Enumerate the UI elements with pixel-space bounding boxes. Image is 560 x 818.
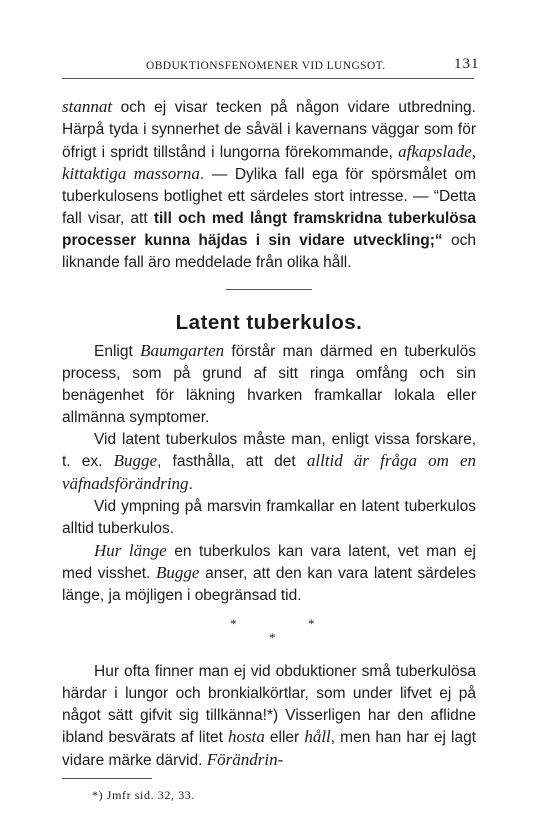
text-run: Enligt xyxy=(94,343,141,361)
text-run: och liknande fall äro meddelade från olika håll. xyxy=(62,231,476,271)
text-run: och ej visar tecken på någon vidare utbredning. Härpå tyda i synnerhet de såväl i kavernans väggar som för öfrigt i spridt tillstånd i lungorna förekommande, xyxy=(62,99,476,161)
paragraph-duration xyxy=(62,540,476,607)
asterism-star: * xyxy=(230,615,237,631)
text-run: . — Dylika fall ega för spörsmålet om tuberkulosens botlighet ett särdeles stort intresse. — “Detta fall visar, att xyxy=(62,166,476,227)
italic-text: Förändrin- xyxy=(206,750,284,770)
page-body xyxy=(62,96,476,807)
italic-text: Hur länge xyxy=(94,540,167,560)
italic-text: håll xyxy=(304,727,331,747)
author-name: Bugge xyxy=(113,451,158,471)
paragraph-inoculation: Vid ympning på marsvin framkallar en latent tuberkulos alltid tuberkulos. xyxy=(62,497,476,537)
bold-quote: till och med långt framskridna tuberkulösa processer kunna häjdas i sin vidare utveckling;“ xyxy=(62,209,476,249)
asterism xyxy=(62,607,476,645)
header-rule xyxy=(62,78,474,79)
paragraph-bugge xyxy=(62,429,476,496)
text-run: eller xyxy=(264,729,305,747)
text-run: förstår man därmed en tuberkulös process, som på grund af sitt ringa omfång och sin benägenhet för läkning hvarken framkallar lokala eller allmänna symptomer. xyxy=(62,343,476,426)
running-title: OBDUKTIONSFENOMENER VID LUNGSOT. xyxy=(146,60,386,72)
section-heading: Latent tuberkulos. xyxy=(175,311,363,335)
italic-text: stannat xyxy=(62,97,113,116)
text-run: Vid latent tuberkulos måste man, enligt vissa forskare, t. ex. xyxy=(62,430,476,471)
author-name: Bugge xyxy=(156,563,200,583)
section-rule xyxy=(226,289,312,290)
page-number: 131 xyxy=(454,56,480,72)
text-run: , fasthålla, att det xyxy=(157,453,307,471)
running-header xyxy=(62,54,502,78)
text-run: , men han har ej lagt vidare märke därvid. xyxy=(62,729,477,770)
footnote: *) Jmfr sid. 32, 33. xyxy=(92,787,195,802)
asterism-star: * xyxy=(308,615,315,631)
text-run: anser, att den kan vara latent särdeles länge, ja möjligen i obegränsad tid. xyxy=(62,565,476,605)
text-run: Hur ofta finner man ej vid obduktioner små tuberkulösa härdar i lungor och bronkialkörtlar, som under lifvet ej på något sätt gifvit sig tillkänna!*) Visserligen har den aflidne ibland besvärats af litet xyxy=(62,662,476,747)
italic-text: hosta xyxy=(227,727,265,747)
text-run: . xyxy=(188,476,193,494)
footnote-rule xyxy=(62,778,152,779)
paragraph-continuation xyxy=(62,96,476,273)
asterism-star: * xyxy=(269,629,276,645)
paragraph-obductions xyxy=(62,661,476,772)
italic-text: alltid är fråga om en väfnadsförändring xyxy=(62,451,477,494)
paragraph-definition xyxy=(62,340,476,428)
author-name: Baumgarten xyxy=(140,341,225,361)
text-run: en tuberkulos kan vara latent, vet man ej med visshet. xyxy=(62,542,476,583)
italic-text: afkapslade, kittaktiga massorna xyxy=(62,141,476,184)
